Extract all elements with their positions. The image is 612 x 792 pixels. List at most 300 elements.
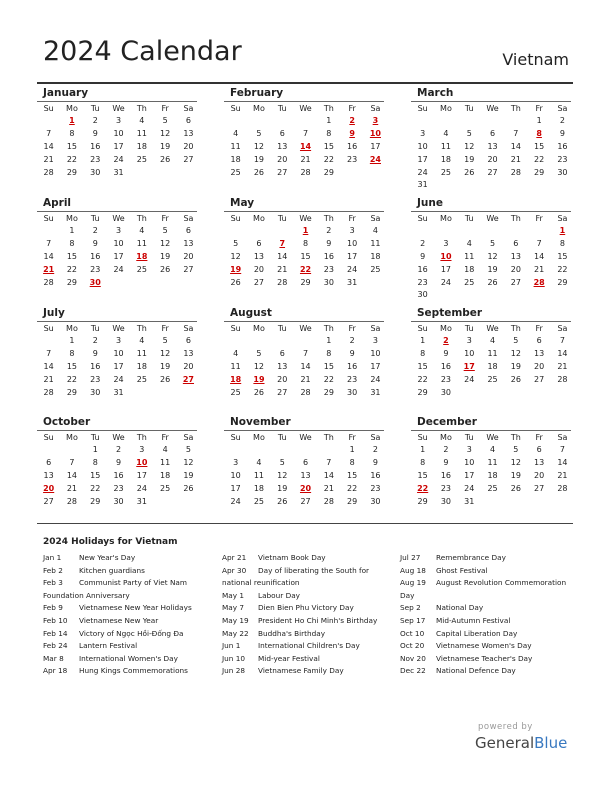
day: 10 — [370, 348, 381, 358]
day: 2 — [326, 226, 332, 235]
holiday-date: Mar 8 — [43, 653, 64, 663]
day: 16 — [113, 470, 124, 480]
day: 6 — [536, 336, 542, 345]
day: 19 — [487, 264, 498, 274]
day: 16 — [90, 251, 101, 261]
holiday-day: 22 — [417, 483, 429, 493]
weekday-header: Su — [43, 104, 54, 113]
weekday-header: Sa — [557, 433, 568, 442]
holiday-item — [400, 628, 580, 641]
day: 6 — [185, 336, 191, 345]
day: 29 — [66, 167, 78, 177]
day: 31 — [113, 387, 124, 397]
day: 11 — [230, 141, 241, 151]
day: 21 — [277, 264, 288, 274]
day: 10 — [113, 128, 124, 138]
day: 6 — [302, 457, 309, 467]
day: 8 — [302, 238, 309, 248]
day: 18 — [253, 483, 265, 493]
day: 20 — [487, 154, 498, 164]
day: 23 — [90, 264, 101, 274]
day: 19 — [277, 483, 288, 493]
day: 17 — [347, 251, 358, 261]
day: 2 — [92, 336, 98, 345]
day: 8 — [326, 348, 332, 358]
day: 29 — [323, 387, 334, 397]
day: 21 — [43, 154, 54, 164]
weekday-header: Fr — [161, 433, 169, 442]
holiday-day: 7 — [279, 238, 286, 248]
day: 3 — [233, 457, 239, 467]
weekday-header: Sa — [183, 104, 194, 113]
holiday-date: Jun 10 — [222, 653, 246, 663]
day: 21 — [510, 154, 521, 164]
day: 29 — [90, 496, 101, 506]
month-name: August — [230, 307, 272, 319]
weekday-header: Tu — [277, 104, 287, 113]
day: 22 — [66, 154, 78, 164]
day: 18 — [230, 154, 241, 164]
weekday-header: Su — [417, 324, 428, 333]
weekday-header: Mo — [66, 104, 78, 113]
weekday-header: Su — [43, 214, 54, 223]
day: 15 — [323, 141, 334, 151]
holidays-column — [222, 552, 402, 678]
month-name: November — [230, 416, 291, 428]
empty-day — [224, 225, 247, 238]
day: 25 — [487, 374, 498, 384]
day: 15 — [66, 361, 78, 371]
day: 12 — [487, 251, 498, 261]
empty-day — [60, 444, 83, 457]
day: 22 — [534, 154, 545, 164]
empty-day — [37, 444, 60, 457]
day: 26 — [160, 154, 171, 164]
day: 26 — [510, 374, 521, 384]
day: 22 — [66, 264, 78, 274]
weekday-header: Th — [136, 324, 147, 333]
day: 24 — [113, 374, 124, 384]
day: 28 — [557, 374, 568, 384]
weekday-header: Th — [136, 214, 147, 223]
weekday-header: Fr — [348, 324, 356, 333]
month-name: September — [417, 307, 483, 319]
holiday-day: 27 — [182, 374, 194, 384]
weekday-header: Su — [43, 324, 54, 333]
holiday-date: Feb 9 — [43, 603, 63, 613]
empty-day — [247, 444, 270, 457]
weekday-header: Su — [230, 104, 241, 113]
day: 14 — [300, 361, 311, 371]
holiday-item — [400, 665, 580, 678]
weekday-header: Sa — [370, 433, 381, 442]
day: 28 — [43, 387, 54, 397]
day: 24 — [113, 154, 124, 164]
holiday-date: Feb 10 — [43, 615, 68, 625]
day: 24 — [464, 374, 475, 384]
day-grid — [411, 322, 571, 399]
holiday-date: Apr 30 — [222, 565, 247, 575]
weekday-header: We — [486, 104, 499, 113]
day: 9 — [92, 348, 98, 358]
day: 30 — [90, 167, 101, 177]
holiday-name: Communist Party of Viet Nam — [79, 578, 187, 588]
weekday-header: We — [299, 104, 312, 113]
weekday-header: Fr — [535, 324, 543, 333]
holiday-item — [400, 590, 580, 603]
day: 17 — [440, 264, 452, 274]
weekday-header: We — [112, 433, 125, 442]
day: 2 — [115, 445, 122, 454]
empty-day — [504, 225, 527, 238]
day: 5 — [256, 348, 262, 358]
day: 18 — [136, 361, 147, 371]
holiday-date: Nov 20 — [400, 653, 426, 663]
day: 22 — [417, 374, 428, 384]
holiday-day: 8 — [536, 128, 542, 138]
day: 16 — [90, 141, 101, 151]
day: 22 — [557, 264, 568, 274]
day: 5 — [279, 457, 285, 467]
weekday-header: Tu — [464, 324, 474, 333]
day: 7 — [559, 445, 565, 454]
powered-by-label: powered by — [478, 722, 533, 732]
day: 14 — [43, 361, 54, 371]
day: 21 — [557, 470, 568, 480]
month-august — [224, 307, 384, 399]
day: 4 — [139, 116, 145, 125]
day: 14 — [510, 141, 521, 151]
holiday-item — [43, 615, 223, 628]
weekday-header: Th — [323, 214, 334, 223]
day: 25 — [370, 264, 381, 274]
weekday-header: Su — [417, 433, 428, 442]
day: 5 — [162, 116, 168, 125]
weekday-header: Th — [323, 433, 334, 442]
holiday-name: national reunification — [222, 578, 300, 588]
holiday-name: Victory of Ngọc Hồi-Đống Đa — [79, 628, 184, 638]
day: 13 — [534, 348, 545, 358]
holiday-date: Jan 1 — [43, 553, 62, 562]
day: 22 — [66, 374, 78, 384]
day: 31 — [464, 496, 475, 506]
empty-day — [504, 115, 527, 128]
month-name: May — [230, 197, 255, 209]
day: 20 — [183, 251, 194, 261]
day: 30 — [557, 167, 568, 177]
holiday-item — [222, 628, 402, 641]
day: 11 — [136, 348, 147, 358]
day: 1 — [536, 116, 542, 125]
holiday-date: Aug 18 — [400, 565, 426, 575]
day: 6 — [185, 116, 191, 125]
day: 14 — [277, 251, 288, 261]
day: 13 — [534, 457, 545, 467]
day: 22 — [323, 374, 334, 384]
day: 26 — [487, 277, 498, 287]
empty-day — [434, 225, 457, 238]
day: 26 — [183, 483, 194, 493]
day: 10 — [464, 348, 475, 358]
day: 7 — [536, 238, 542, 248]
empty-day — [37, 335, 60, 348]
holiday-name: National Day — [436, 603, 484, 613]
weekday-header: Mo — [253, 104, 265, 113]
day: 24 — [113, 264, 124, 274]
day-grid — [37, 212, 197, 289]
empty-day — [294, 444, 317, 457]
brand-logo[interactable] — [475, 734, 567, 752]
day: 4 — [489, 445, 496, 454]
holiday-name: International Women's Day — [79, 653, 178, 663]
day: 10 — [417, 141, 428, 151]
day: 15 — [66, 251, 78, 261]
day: 31 — [417, 180, 428, 190]
holiday-date: May 1 — [222, 590, 245, 600]
day: 9 — [443, 457, 449, 467]
day: 10 — [464, 457, 475, 467]
day: 25 — [230, 167, 241, 177]
holiday-date: Feb 2 — [43, 565, 63, 575]
day: 6 — [536, 445, 542, 454]
empty-day — [271, 444, 294, 457]
day: 14 — [534, 251, 545, 261]
day: 15 — [534, 141, 545, 151]
day: 7 — [513, 128, 519, 138]
day: 28 — [510, 167, 521, 177]
day: 16 — [347, 141, 358, 151]
day: 15 — [417, 470, 428, 480]
day: 19 — [160, 251, 171, 261]
holiday-item — [222, 653, 402, 666]
weekday-header: Sa — [557, 324, 568, 333]
weekday-header: Fr — [161, 104, 169, 113]
day: 4 — [443, 128, 449, 138]
holiday-day: 1 — [69, 116, 75, 125]
day: 3 — [139, 445, 145, 454]
empty-day — [224, 115, 247, 128]
day: 26 — [464, 167, 475, 177]
day: 27 — [277, 167, 288, 177]
holiday-item — [43, 565, 223, 578]
day: 24 — [440, 277, 452, 287]
day: 3 — [466, 445, 472, 454]
day: 23 — [347, 154, 358, 164]
day: 24 — [464, 483, 475, 493]
day: 9 — [92, 238, 98, 248]
day: 29 — [300, 277, 311, 287]
empty-day — [317, 444, 340, 457]
day: 10 — [230, 470, 241, 480]
weekday-header: Su — [230, 324, 241, 333]
day: 1 — [326, 116, 332, 125]
day: 23 — [557, 154, 568, 164]
day: 25 — [230, 387, 241, 397]
day: 20 — [183, 141, 194, 151]
weekday-header: Mo — [66, 214, 78, 223]
day: 26 — [277, 496, 288, 506]
day: 8 — [92, 457, 98, 467]
holiday-item — [222, 640, 402, 653]
weekday-header: We — [112, 104, 125, 113]
empty-day — [294, 335, 317, 348]
weekday-header: Tu — [90, 433, 100, 442]
day: 7 — [46, 128, 52, 138]
day: 20 — [534, 361, 545, 371]
day: 11 — [253, 470, 265, 480]
day: 11 — [440, 141, 452, 151]
day-grid — [37, 431, 197, 508]
day: 6 — [489, 128, 496, 138]
day: 11 — [136, 238, 147, 248]
day: 13 — [183, 348, 194, 358]
day: 17 — [113, 141, 124, 151]
holiday-name: Vietnamese Women's Day — [436, 641, 532, 651]
day: 22 — [90, 483, 101, 493]
month-name: February — [230, 87, 284, 99]
holiday-name: Mid-Autumn Festival — [436, 615, 511, 625]
weekday-header: Th — [136, 433, 147, 442]
holiday-day: 2 — [443, 336, 449, 345]
weekday-header: Mo — [253, 433, 265, 442]
day: 27 — [183, 154, 194, 164]
holiday-name: Day of liberating the South for — [258, 565, 370, 575]
day: 8 — [420, 348, 426, 358]
day: 3 — [115, 226, 122, 235]
day: 1 — [420, 336, 426, 345]
empty-day — [247, 225, 270, 238]
month-may — [224, 197, 384, 289]
empty-day — [247, 335, 270, 348]
holiday-name: Mid-year Festival — [258, 653, 320, 663]
day: 26 — [253, 387, 265, 397]
day: 30 — [440, 496, 452, 506]
day: 20 — [534, 470, 545, 480]
day: 21 — [534, 264, 545, 274]
day: 5 — [489, 238, 496, 248]
day: 19 — [183, 470, 194, 480]
weekday-header: Th — [510, 324, 521, 333]
weekday-header: Sa — [370, 214, 381, 223]
day: 21 — [43, 374, 54, 384]
weekday-header: Su — [230, 433, 241, 442]
day: 22 — [347, 483, 358, 493]
day: 27 — [183, 264, 194, 274]
day: 30 — [90, 387, 101, 397]
brand-name-part2: Blue — [534, 734, 568, 752]
day: 16 — [347, 361, 358, 371]
empty-day — [458, 115, 481, 128]
day: 1 — [69, 226, 75, 235]
holiday-name: Vietnamese Family Day — [258, 666, 344, 676]
day: 14 — [66, 470, 78, 480]
day: 23 — [113, 483, 124, 493]
day: 24 — [136, 483, 147, 493]
day: 2 — [420, 238, 426, 248]
holiday-item — [43, 602, 223, 615]
holiday-date: Feb 3 — [43, 578, 63, 588]
day: 25 — [136, 374, 147, 384]
weekday-header: Sa — [183, 433, 194, 442]
day: 18 — [160, 470, 171, 480]
day: 19 — [510, 361, 521, 371]
month-name: April — [43, 197, 72, 209]
holiday-day: 18 — [230, 374, 242, 384]
weekday-header: Fr — [348, 104, 356, 113]
day: 5 — [513, 336, 519, 345]
day: 15 — [66, 141, 78, 151]
day: 31 — [370, 387, 381, 397]
holiday-item — [43, 653, 223, 666]
day: 17 — [464, 470, 475, 480]
day: 4 — [489, 336, 496, 345]
holiday-item — [222, 665, 402, 678]
weekday-header: Th — [323, 104, 334, 113]
month-october — [37, 416, 197, 508]
day: 20 — [253, 264, 265, 274]
holiday-day: 1 — [302, 226, 309, 235]
holiday-name: Day — [400, 590, 415, 600]
holiday-day: 3 — [372, 116, 379, 125]
month-name: October — [43, 416, 91, 428]
day: 18 — [487, 361, 498, 371]
day: 23 — [323, 264, 334, 274]
day: 30 — [113, 496, 124, 506]
day: 25 — [253, 496, 265, 506]
day: 9 — [559, 128, 565, 138]
empty-day — [458, 225, 481, 238]
weekday-header: Th — [510, 104, 521, 113]
day: 29 — [557, 277, 568, 287]
holiday-day: 22 — [299, 264, 312, 274]
day: 17 — [370, 141, 381, 151]
day: 9 — [115, 457, 122, 467]
day: 13 — [300, 470, 311, 480]
day: 28 — [300, 387, 311, 397]
holiday-day: 19 — [230, 264, 242, 274]
weekday-header: We — [486, 433, 499, 442]
holiday-name: Lantern Festival — [79, 641, 138, 651]
holidays-title: 2024 Holidays for Vietnam — [43, 537, 178, 547]
holiday-day: 2 — [349, 116, 355, 125]
weekday-header: Tu — [464, 433, 474, 442]
day: 4 — [162, 445, 168, 454]
month-april — [37, 197, 197, 289]
day: 25 — [487, 483, 498, 493]
day: 30 — [440, 387, 452, 397]
day: 9 — [443, 348, 449, 358]
day: 25 — [160, 483, 171, 493]
day: 6 — [279, 348, 285, 358]
day: 4 — [233, 128, 239, 138]
day: 1 — [349, 445, 355, 454]
day: 30 — [417, 290, 428, 300]
holiday-day: 19 — [253, 374, 265, 384]
weekday-header: Sa — [370, 104, 381, 113]
day: 31 — [113, 167, 124, 177]
day: 27 — [300, 496, 311, 506]
day: 25 — [440, 167, 452, 177]
holiday-name: Vietnamese New Year — [79, 615, 159, 625]
day: 2 — [349, 336, 355, 345]
day: 3 — [115, 336, 122, 345]
day: 17 — [370, 361, 381, 371]
day: 21 — [557, 361, 568, 371]
day: 12 — [510, 457, 521, 467]
day: 12 — [230, 251, 241, 261]
day: 14 — [557, 348, 568, 358]
day: 5 — [466, 128, 472, 138]
